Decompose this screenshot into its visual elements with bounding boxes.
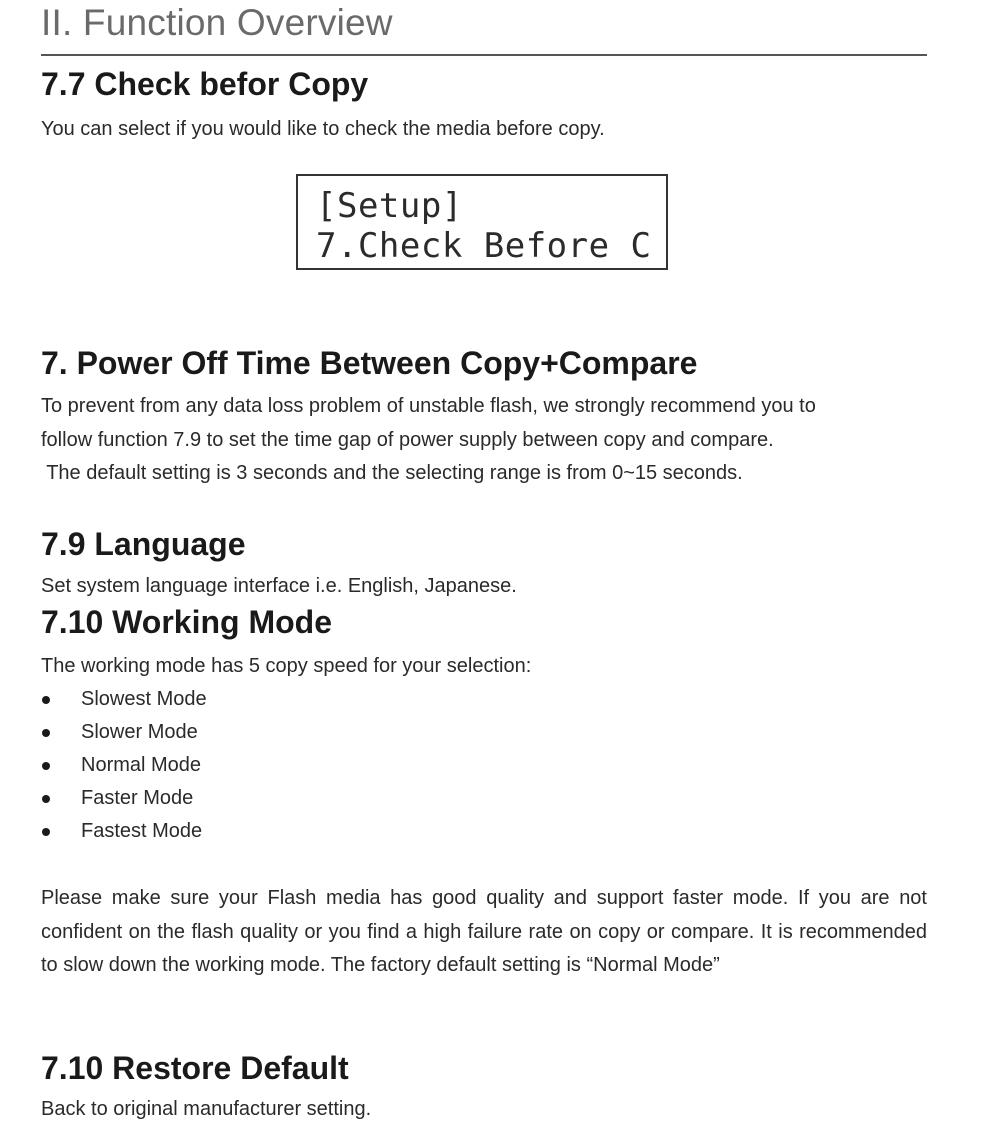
section-text-language: Set system language interface i.e. English, Japanese. xyxy=(41,575,517,597)
section-heading-check-before-copy: 7.7 Check befor Copy xyxy=(41,66,369,102)
mode-label: Slowest Mode xyxy=(81,688,207,710)
bullet-icon xyxy=(42,795,50,803)
mode-label: Slower Mode xyxy=(81,721,198,743)
mode-label: Faster Mode xyxy=(81,787,194,809)
section-heading-working-mode: 7.10 Working Mode xyxy=(41,604,333,640)
power-off-text-line-2: follow function 7.9 to set the time gap of power supply between copy and compare. xyxy=(41,429,774,451)
chapter-divider xyxy=(41,54,927,56)
section-heading-restore-default: 7.10 Restore Default xyxy=(41,1050,349,1086)
working-mode-intro: The working mode has 5 copy speed for your selection: xyxy=(41,655,532,677)
mode-label: Normal Mode xyxy=(81,754,202,776)
section-heading-language: 7.9 Language xyxy=(41,526,246,562)
lcd-display xyxy=(296,174,668,270)
section-heading-power-off-time: 7. Power Off Time Between Copy+Compare xyxy=(41,345,698,381)
section-text-restore-default: Back to original manufacturer setting. xyxy=(41,1098,372,1120)
mode-label: Fastest Mode xyxy=(81,820,203,842)
power-off-text-line-1: To prevent from any data loss problem of unstable flash, we strongly recommend you to xyxy=(41,395,816,417)
bullet-icon xyxy=(42,828,50,836)
power-off-text-line-3: The default setting is 3 seconds and the selecting range is from 0~15 seconds. xyxy=(41,462,743,484)
bullet-icon xyxy=(42,696,50,704)
bullet-icon xyxy=(42,729,50,737)
lcd-line-1: [Setup] xyxy=(316,186,463,226)
bullet-icon xyxy=(42,762,50,770)
chapter-title: II. Function Overview xyxy=(41,2,393,43)
lcd-line-2: 7.Check Before C xyxy=(316,226,652,266)
section-text-check-before-copy: You can select if you would like to check the media before copy. xyxy=(41,118,605,140)
working-mode-note: Please make sure your Flash media has good quality and support faster mode. If you are not confident on the flash quality or you find a high failure rate on copy or compare. It is recommended to slow down the working mode. The factory default setting is “Normal Mode” xyxy=(41,887,927,976)
